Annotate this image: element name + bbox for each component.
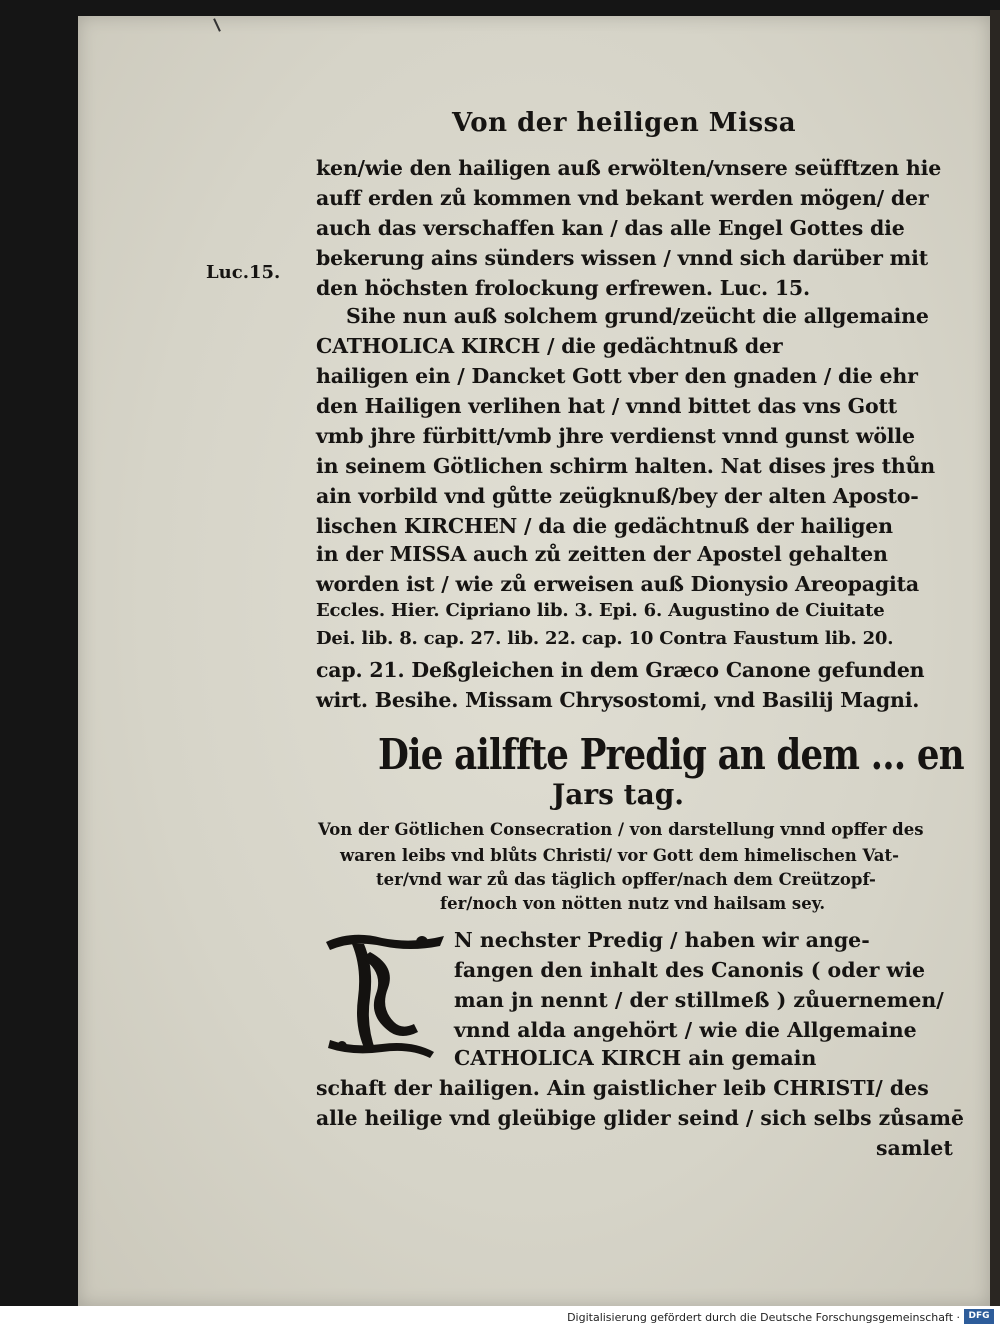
body-line: hailigen ein / Dancket Gott vber den gnaden / die ehr: [316, 364, 918, 388]
body-line: cap. 21. Deßgleichen in dem Græco Canone gefunden: [316, 658, 925, 682]
body-line: ain vorbild vnd gůtte zeügknuß/bey der alten Aposto-: [316, 484, 919, 508]
catchword: samlet: [876, 1136, 953, 1160]
body-line: Dei. lib. 8. cap. 27. lib. 22. cap. 10 Contra Faustum lib. 20.: [316, 628, 894, 649]
funding-credit: Digitalisierung gefördert durch die Deutsche Forschungsgemeinschaft ·: [567, 1311, 960, 1324]
body-line: auff erden zů kommen vnd bekant werden mögen/ der: [316, 186, 929, 210]
body-line: vnnd alda angehört / wie die Allgemaine: [454, 1018, 917, 1042]
book-spine-edge: [990, 10, 1000, 1310]
dfg-logo: DFG: [964, 1309, 994, 1324]
dropcap-ornament: [322, 928, 446, 1062]
body-line: vmb jhre fürbitt/vmb jhre verdienst vnnd gunst wölle: [316, 424, 915, 448]
body-line: in seinem Götlichen schirm halten. Nat dises jres thůn: [316, 454, 936, 478]
summary-line: ter/vnd war zů das täglich opffer/nach dem Creützopf-: [376, 870, 876, 889]
body-line: CATHOLICA KIRCH ain gemain: [454, 1046, 817, 1070]
running-header: Von der heiligen Missa: [452, 108, 797, 138]
body-line: bekerung ains sünders wissen / vnnd sich darüber mit: [316, 246, 929, 270]
margin-note: Luc.15.: [206, 262, 281, 283]
summary-line: waren leibs vnd blůts Christi/ vor Gott dem himelischen Vat-: [340, 846, 899, 865]
body-line: auch das verschaffen kan / das alle Engel Gottes die: [316, 216, 905, 240]
body-line: den Hailigen verlihen hat / vnnd bittet das vns Gott: [316, 394, 897, 418]
body-line: Eccles. Hier. Cipriano lib. 3. Epi. 6. Augustino de Ciuitate: [316, 600, 885, 621]
body-line: den höchsten frolockung erfrewen. Luc. 15.: [316, 276, 810, 300]
sermon-title: Die ailffte Predig an dem ... en: [378, 730, 964, 779]
body-line: man jn nennt / der stillmeß ) zůuernemen/: [454, 988, 944, 1012]
body-line: alle heilige vnd gleübige glider seind / sich selbs zůsamē: [316, 1106, 964, 1130]
body-line: CATHOLICA KIRCH / die gedächtnuß der: [316, 334, 783, 358]
body-line: schaft der hailigen. Ain gaistlicher leib CHRISTI/ des: [316, 1076, 929, 1100]
body-line: Sihe nun auß solchem grund/zeücht die allgemaine: [346, 304, 929, 328]
body-line: lischen KIRCHEN / da die gedächtnuß der hailigen: [316, 514, 893, 538]
sermon-subtitle: Jars tag.: [552, 778, 685, 811]
summary-line: fer/noch von nötten nutz vnd hailsam sey.: [440, 894, 826, 913]
body-line: N nechster Predig / haben wir ange-: [454, 928, 870, 952]
summary-line: Von der Götlichen Consecration / von darstellung vnnd opffer des: [318, 820, 924, 839]
body-line: fangen den inhalt des Canonis ( oder wie: [454, 958, 926, 982]
body-line: wirt. Besihe. Missam Chrysostomi, vnd Basilij Magni.: [316, 688, 920, 712]
body-line: in der MISSA auch zů zeitten der Apostel gehalten: [316, 542, 888, 566]
body-line: worden ist / wie zů erweisen auß Dionysio Areopagita: [316, 572, 919, 596]
body-line: ken/wie den hailigen auß erwölten/vnsere seüfftzen hie: [316, 156, 942, 180]
